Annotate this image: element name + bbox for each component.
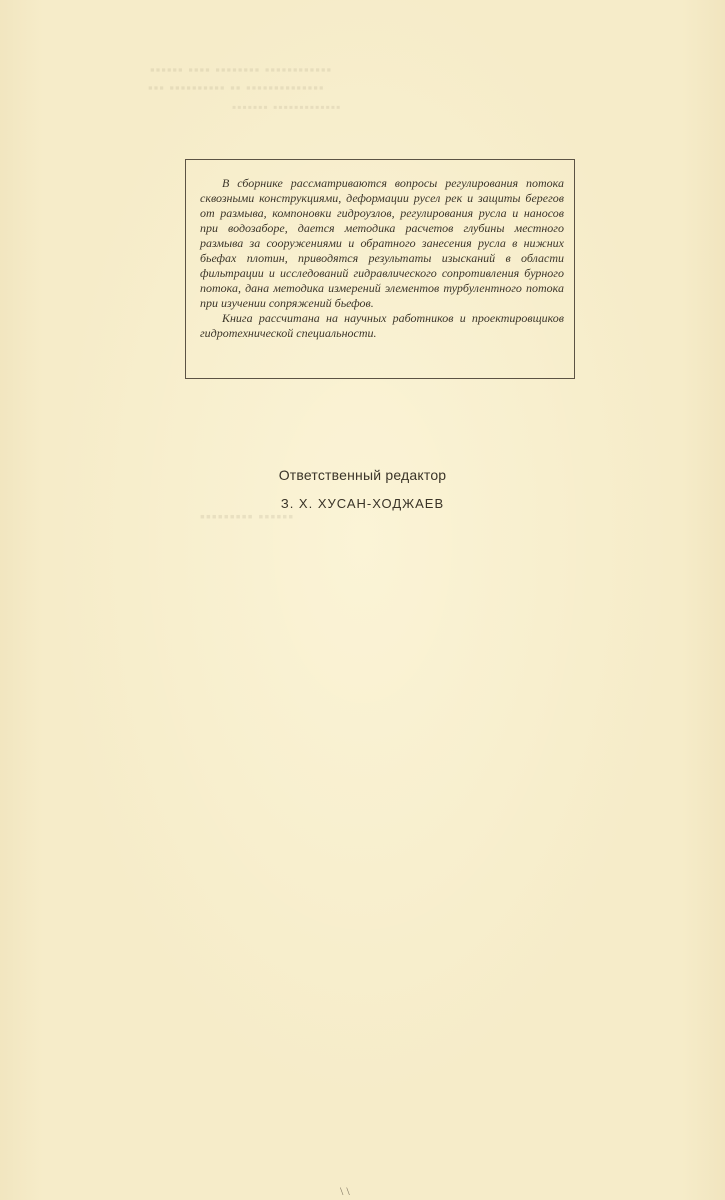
- editor-name: З. Х. ХУСАН-ХОДЖАЕВ: [280, 496, 445, 511]
- page-footer-mark: \ \: [340, 1184, 350, 1198]
- bleed-through-text: ▪▪▪▪▪▪▪ ▪▪▪▪▪▪▪▪▪▪▪▪▪: [232, 100, 342, 114]
- abstract-paragraph: В сборнике рассматриваются вопросы регулирования потока сквозными конструкциями, деформации русел рек и защиты берегов от размыва, компоновки гидроузлов, регулирования русла и наносов при водозаборе, дается методика расчетов глубины местного размыва за сооружениями и обратного занесения русла в нижних бьефах плотин, приводятся результаты изысканий в области фильтрации и исследований гидравлического сопротивления бурного потока, дана методика измерений элементов турбулентного потока при изучении сопряжений бьефов.: [200, 176, 564, 310]
- bleed-through-text: ▪▪▪▪▪▪ ▪▪▪▪ ▪▪▪▪▪▪▪▪ ▪▪▪▪▪▪▪▪▪▪▪▪: [150, 62, 333, 77]
- editor-role: Ответственный редактор: [278, 467, 447, 483]
- abstract-box: [185, 159, 575, 379]
- bleed-through-text: ▪▪▪ ▪▪▪▪▪▪▪▪▪▪ ▪▪ ▪▪▪▪▪▪▪▪▪▪▪▪▪▪: [148, 80, 325, 95]
- abstract-audience-paragraph: Книга рассчитана на научных работников и проектировщиков гидротехнической специальности.: [200, 311, 564, 340]
- bleed-through-text: ▪▪▪▪▪▪▪▪▪ ▪▪▪▪▪▪: [200, 508, 295, 524]
